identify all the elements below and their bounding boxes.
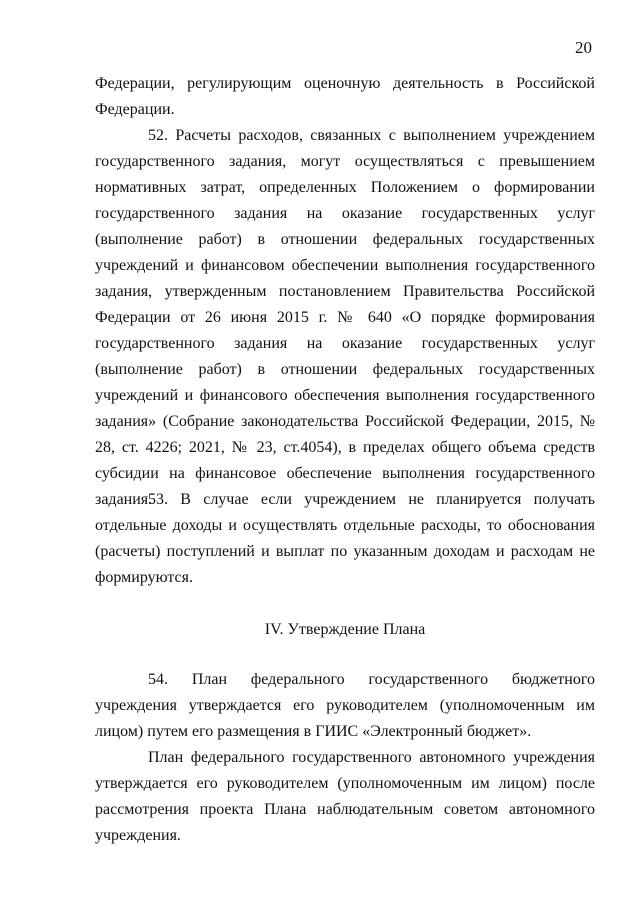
section-heading: IV. Утверждение Плана [264,621,426,638]
paragraph-54 [95,667,595,745]
continuation-text: Федерации, регулирующим оценочную деятельность в Российской Федерации. [95,75,595,118]
paragraph-52-text: 52. Расчеты расходов, связанных с выполнением учреждением государственного задания, могут осуществляться с превышением нормативных затрат, определенных Положением о формировании государственного задания на оказание государственных услуг (выполнение работ) в отношении федеральных государственных учреждений и финансовом обеспечении выполнения государственного задания, утвержденным постановлением Правительства Российской Федерации от 26 июня 2015 г. № 640 «О порядке формирования государственного задания на оказание государственных услуг (выполнение работ) в отношении федеральных государственных учреждений и финансового обеспечения выполнения государственного задания» (Собрание законодательства Российской Федерации, 2015, № 28, ст. 4226; 2021, № 23, ст.4054), в пределах общего объема средств субсидии на финансовое обеспечение выполнения государственного задания. [95,127,595,508]
paragraph-54-continued [95,745,595,849]
page-number: 20 [575,38,592,57]
continuation-paragraph [95,71,595,123]
paragraph-53-text: 53. В случае если учреждением не планируется получать отдельные доходы и осуществлять отдельные расходы, то обоснования (расчеты) поступлений и выплат по указанным доходам и расходам не формируются. [95,491,595,586]
paragraph-54-text: 54. План федерального государственного бюджетного учреждения утверждается его руководителем (уполномоченным им лицом) путем его размещения в ГИИС «Электронный бюджет». [95,671,595,740]
paragraph-54b-text: План федерального государственного автономного учреждения утверждается его руководителем (уполномоченным им лицом) после рассмотрения проекта Плана наблюдательным советом автономного учреждения. [95,749,595,844]
paragraph-52 [95,123,595,513]
paragraph-53 [95,487,595,591]
